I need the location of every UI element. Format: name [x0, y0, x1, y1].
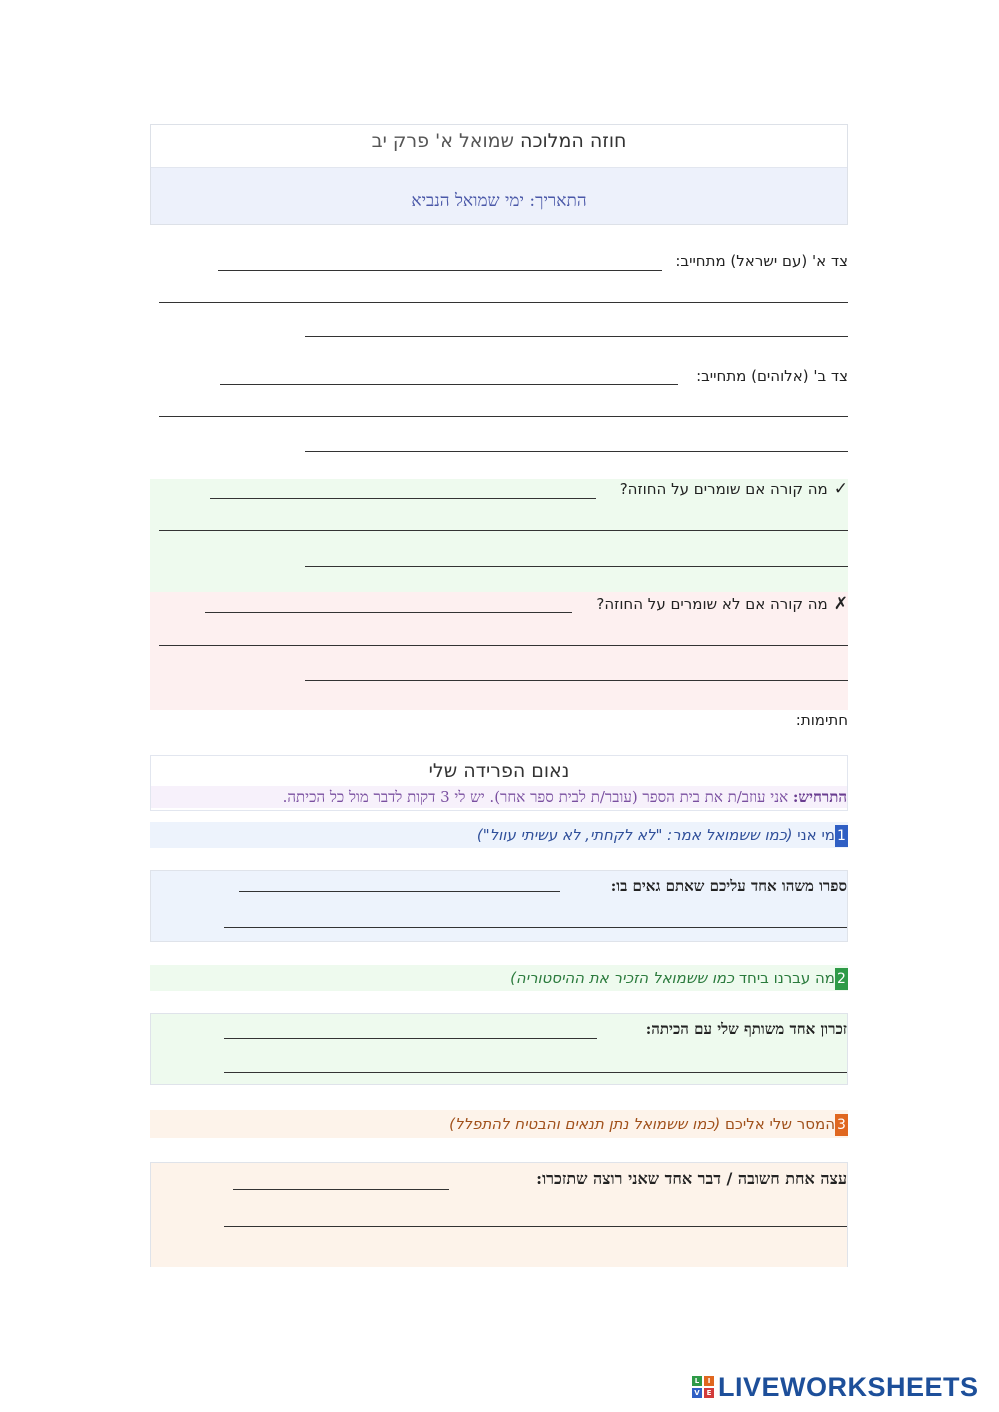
broken-answer-line-2[interactable]: [159, 645, 848, 646]
side-a-answer-line-2[interactable]: [159, 302, 848, 303]
broken-question: [150, 594, 848, 614]
logo-letter-i: I: [704, 1376, 714, 1386]
check-mark-icon: ✓: [833, 479, 848, 499]
section-2-number: 2: [835, 968, 848, 990]
logo-squares-icon: [692, 1376, 714, 1398]
signatures-label: חתימות:: [795, 711, 848, 729]
section-2-label: מה עברנו ביחד: [738, 969, 835, 987]
side-a-answer-line-1[interactable]: [218, 270, 662, 271]
side-b-question: [150, 366, 848, 385]
logo-letter-v: V: [692, 1388, 702, 1398]
side-b-answer-line-2[interactable]: [159, 416, 848, 417]
section-2-hint: כמו ששמואל הזכיר את ההיסטוריה): [510, 969, 739, 987]
section-3-prompt: עצה אחת חשובה / דבר אחד שאני רוצה שתזכרו:: [536, 1169, 847, 1188]
kept-answer-line-1[interactable]: [210, 498, 596, 499]
section-3-number: 3: [835, 1114, 848, 1136]
section-3-answer-line-1[interactable]: [233, 1189, 449, 1190]
title-box: [150, 124, 848, 225]
logo-letter-e: E: [704, 1388, 714, 1398]
section-1-prompt: ספרו משהו אחד עליכם שאתם גאים בו:: [610, 877, 847, 895]
section-3-heading: [150, 1110, 848, 1138]
scenario-line: [151, 786, 847, 808]
broken-answer-line-1[interactable]: [205, 612, 572, 613]
side-a-answer-line-3[interactable]: [305, 336, 848, 337]
title-main: חוזה המלוכה: [520, 130, 627, 152]
section-1-heading: [150, 822, 848, 848]
worksheet: [150, 124, 848, 1188]
logo-text: LIVEWORKSHEETS: [718, 1371, 979, 1402]
section-2-heading: [150, 965, 848, 991]
title-chapter: שמואל א' פרק יב: [371, 130, 521, 152]
section-3-hint: (כמו ששמואל נתן תנאים והבטיח להתפלל): [449, 1115, 725, 1133]
side-b-answer-line-1[interactable]: [220, 384, 678, 385]
section-2-prompt: זכרון אחד משותף שלי עם הכיתה:: [645, 1020, 847, 1038]
kept-answer-line-3[interactable]: [305, 566, 848, 567]
section-1-label: מי אני: [797, 826, 835, 844]
signatures-row: [150, 710, 848, 729]
logo-letter-l: L: [692, 1376, 702, 1386]
side-b-answer-line-3[interactable]: [305, 451, 848, 452]
liveworksheets-logo: [692, 1372, 979, 1402]
section-2-answer-box: [150, 1013, 848, 1085]
farewell-box: [150, 755, 848, 811]
section-2-answer-line-1[interactable]: [224, 1038, 597, 1039]
x-mark-icon: ✗: [833, 594, 848, 614]
section-1-number: 1: [835, 825, 848, 847]
scenario-text: אני עוזב/ת את בית הספר (עובר/ת לבית ספר אחר). יש לי 3 דקות לדבר מול כל הכיתה.: [282, 788, 793, 806]
page-title: [151, 125, 847, 168]
section-1-answer-box: [150, 870, 848, 942]
section-1-answer-line-1[interactable]: [239, 891, 560, 892]
broken-answer-line-3[interactable]: [305, 680, 848, 681]
kept-label: מה קורה אם שומרים על החוזה?: [619, 480, 828, 498]
section-2-answer-line-2[interactable]: [224, 1072, 847, 1073]
broken-label: מה קורה אם לא שומרים על החוזה?: [596, 595, 828, 613]
section-3-answer-box: [150, 1162, 848, 1267]
side-a-label: צד א' (עם ישראל) מתחייב:: [675, 252, 848, 270]
kept-answer-line-2[interactable]: [159, 530, 848, 531]
section-1-answer-line-2[interactable]: [224, 927, 847, 928]
section-1-hint: (כמו ששמואל אמר: "לא לקחתי, לא עשיתי עוול"): [476, 826, 798, 844]
section-3-label: המסר שלי אליכם: [724, 1115, 835, 1133]
side-a-question: [150, 251, 848, 270]
farewell-title: נאום הפרידה שלי: [428, 760, 570, 782]
kept-question: [150, 479, 848, 499]
scenario-label: התרחיש:: [792, 788, 847, 806]
side-b-label: צד ב' (אלוהים) מתחייב:: [696, 367, 848, 385]
date-line: התאריך: ימי שמואל הנביא: [151, 168, 847, 224]
section-3-answer-line-2[interactable]: [224, 1226, 847, 1227]
